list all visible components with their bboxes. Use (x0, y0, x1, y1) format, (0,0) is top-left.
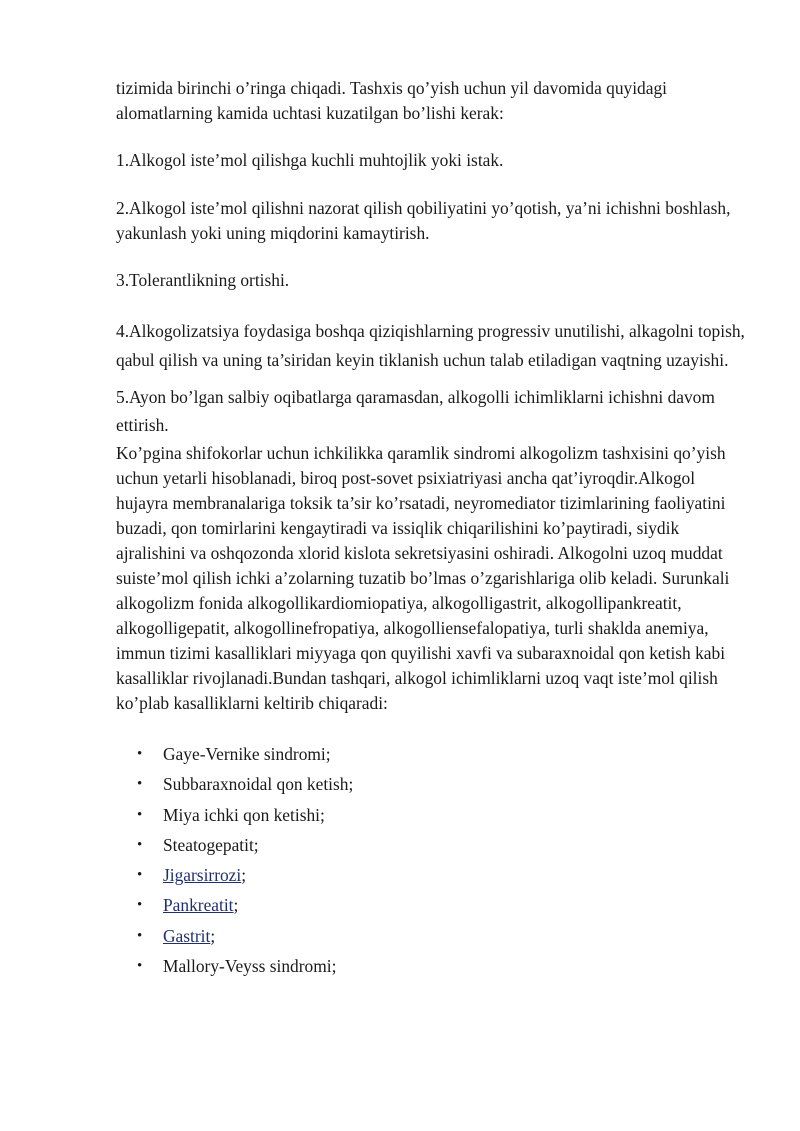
pankreatit-link[interactable]: Pankreatit (163, 895, 234, 916)
list-item-text: Mallory-Veyss sindromi (163, 956, 332, 977)
list-item (116, 739, 746, 769)
list-item-suffix: ; (210, 925, 216, 946)
list-item (116, 800, 746, 830)
list-item (116, 890, 746, 920)
list-item-suffix: ; (331, 956, 337, 977)
list-item-text: Subbaraxnoidal qon ketish (163, 774, 349, 795)
document-page (116, 76, 746, 981)
list-item (116, 769, 746, 799)
bullet-icon: • (137, 958, 143, 975)
list-item-text: Steatogepatit (163, 834, 254, 855)
criterion-5: 5.Ayon bo’lgan salbiy oqibatlarga qaramasdan, alkogolli ichimliklarni ichishni davom ettirish. (116, 387, 715, 435)
bullet-icon: • (137, 746, 143, 762)
criterion-4: 4.Alkogolizatsiya foydasiga boshqa qiziqishlarning progressiv unutilishi, alkagolni topish, qabul qilish va uning ta’siridan keyin tiklanish uchun talab etiladigan vaqtning uzayishi. (116, 321, 745, 370)
list-item-suffix: ; (233, 895, 239, 916)
list-item-text: Gaye-Vernike sindromi (163, 744, 326, 764)
list-item-suffix: ; (325, 744, 331, 764)
list-item-text: Miya ichki qon ketishi (163, 804, 320, 825)
list-item-suffix: ; (241, 865, 247, 886)
criterion-1: 1.Alkogol iste’mol qilishga kuchli muhtojlik yoki istak. (116, 150, 504, 170)
bullet-icon: • (137, 897, 143, 914)
bullet-icon: • (137, 806, 143, 823)
disease-list (116, 739, 746, 981)
intro-paragraph: tizimida birinchi o’ringa chiqadi. Tashxis qo’yish uchun yil davomida quyidagi alomatlarning kamida uchtasi kuzatilgan bo’lishi kerak: (116, 78, 667, 123)
list-item (116, 921, 746, 951)
criterion-2: 2.Alkogol iste’mol qilishni nazorat qilish qobiliyatini yo’qotish, ya’ni ichishni boshlash, yakunlash yoki uning miqdorini kamaytirish. (116, 198, 731, 243)
list-item (116, 830, 746, 860)
list-item (116, 860, 746, 890)
jigarsirrozi-link[interactable]: Jigarsirrozi (163, 865, 242, 886)
bullet-icon: • (137, 927, 143, 944)
bullet-icon: • (137, 776, 143, 793)
bullet-icon: • (137, 867, 143, 884)
body-paragraph: Ko’pgina shifokorlar uchun ichkilikka qaramlik sindromi alkogolizm tashxisini qo’yish uchun yetarli hisoblanadi, biroq post-sovet psixiatriyasi ancha qat’iyroqdir.Alkogol hujayra membranalariga toksik ta’sir ko’rsatadi, neyromediator tizimlarining faoliyatini buzadi, qon tomirlarini kengaytiradi va issiqlik chiqarilishini ko’paytiradi, siydik ajralishini va oshqozonda xlorid kislota sekretsiyasini oshiradi. Alkogolni uzoq muddat suiste’mol qilish ichki a’zolarning tuzatib bo’lmas o’zgarishlariga olib keladi. Surunkali alkogolizm fonida alkogollikardiomiopatiya, alkogolligastrit, alkogollipankreatit, alkogolligepatit, alkogollinefropatiya, alkogolliensefalopatiya, turli shaklda anemiya, immun tizimi kasalliklari miyyaga qon quyilishi xavfi va subaraxnoidal qon ketish kabi kasalliklar rivojlanadi.Bundan tashqari, alkogol ichimliklarni uzoq vaqt iste’mol qilish ko’plab kasalliklarni keltirib chiqaradi: (116, 443, 730, 713)
list-item-suffix: ; (348, 774, 354, 795)
list-item-suffix: ; (253, 834, 259, 855)
criterion-3: 3.Tolerantlikning ortishi. (116, 270, 290, 290)
gastrit-link[interactable]: Gastrit (163, 925, 211, 946)
list-item-suffix: ; (319, 804, 325, 825)
bullet-icon: • (137, 836, 143, 853)
list-item (116, 951, 746, 981)
